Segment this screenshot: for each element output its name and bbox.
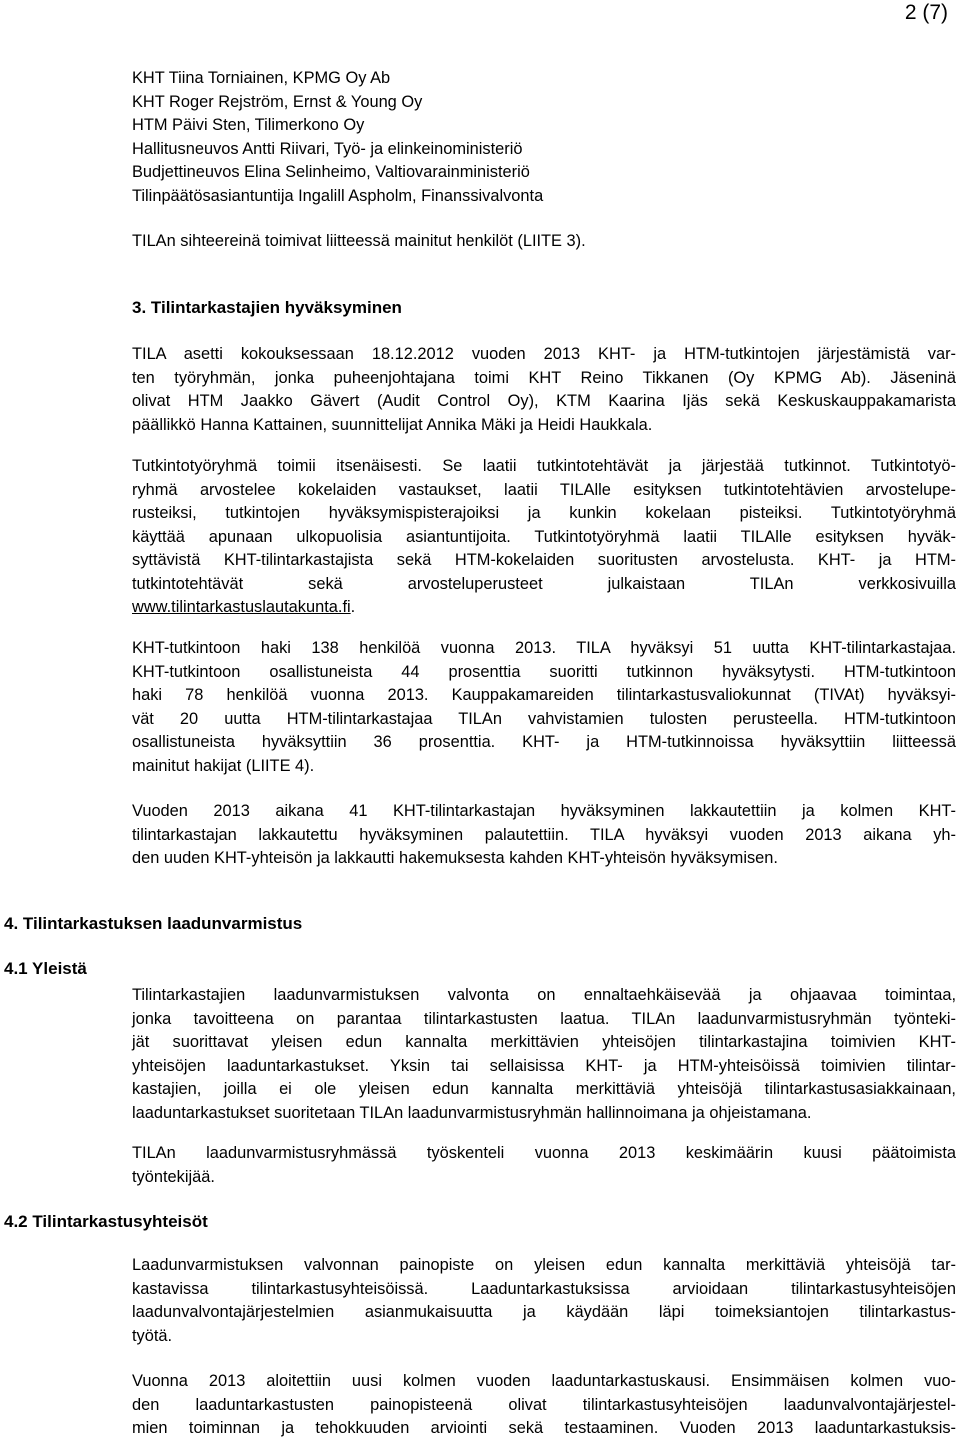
paragraph-line: TILAn laadunvarmistusryhmässä työskenteli vuonna 2013 keskimäärin kuusi päätoimista: [132, 1144, 956, 1162]
paragraph-line: jonka tavoitteena on parantaa tilintarkastusten laatua. TILAn laadunvarmistusryhmän työnteki-: [132, 1009, 956, 1028]
paragraph-line: jät suorittavat yleisen edun kannalta merkittävien yhteisöjen tilintarkastajina toimivien KHT-: [132, 1033, 956, 1051]
paragraph-line: laaduntarkastukset suoritetaan TILAn laadunvarmistusryhmän hallinnoimana ja ohjeistamana.: [132, 1103, 812, 1122]
paragraph-line: työntekijää.: [132, 1167, 215, 1186]
participant-line: HTM Päivi Sten, Tilimerkono Oy: [132, 116, 365, 134]
paragraph-line: mien toiminnan ja tehokkuuden arviointi sekä testaaminen. Vuoden 2013 laaduntarkastuksis-: [132, 1419, 956, 1437]
section-4-2-paragraph-1: [132, 1254, 956, 1348]
participant-line: Hallitusneuvos Antti Riivari, Työ- ja elinkeinoministeriö: [132, 139, 523, 158]
paragraph-line: Tilintarkastajien laadunvarmistuksen valvonta on ennaltaehkäisevää ja ohjaavaa toimintaa,: [132, 986, 956, 1004]
section-4-2-paragraph-2: [132, 1370, 956, 1441]
paragraph-line: rusteiksi, tutkintojen hyväksymispisterajoiksi ja kunkin kokelaan pisteiksi. Tutkintotyöryhmä: [132, 504, 956, 522]
paragraph-line: päällikkö Hanna Kattainen, suunnittelijat Annika Mäki ja Heidi Haukkala.: [132, 415, 653, 434]
paragraph-line: TILA asetti kokouksessaan 18.12.2012 vuoden 2013 KHT- ja HTM-tutkintojen järjestämistä var-: [132, 345, 956, 363]
section-4-1-paragraph-2: [132, 1142, 956, 1189]
paragraph-line: ryhmä arvostelee kokelaiden vastaukset, laatii TILAlle esityksen tutkintotehtävien arvostelupe-: [132, 480, 956, 499]
section-3-paragraph-1: [132, 343, 956, 437]
paragraph-line: mainitut hakijat (LIITE 4).: [132, 756, 315, 775]
paragraph-line: vät 20 uutta HTM-tilintarkastajaa TILAn vahvistamien tulosten perusteella. HTM-tutkintoon: [132, 709, 956, 728]
section-4-1-paragraph-1: [132, 984, 956, 1125]
participant-line: KHT Roger Rejström, Ernst & Young Oy: [132, 92, 423, 111]
paragraph-line: laadunvalvontajärjestelmien asianmukaisuutta ja käydään läpi toimeksiantojen tilintarkastus-: [132, 1303, 956, 1321]
page-number: 2 (7): [904, 1, 948, 24]
participant-line: Tilinpäätösasiantuntija Ingalill Aspholm, Finanssivalvonta: [132, 186, 544, 205]
section-3-heading: 3. Tilintarkastajien hyväksyminen: [132, 298, 402, 317]
paragraph-line: Vuonna 2013 aloitettiin uusi kolmen vuoden laaduntarkastuskausi. Ensimmäisen kolmen vuo-: [132, 1372, 956, 1390]
participant-line: Budjettineuvos Elina Selinheimo, Valtiovarainministeriö: [132, 163, 530, 181]
secretaries-paragraph: [132, 230, 956, 254]
paragraph-line: työtä.: [132, 1326, 173, 1345]
section-3-paragraph-3: [132, 637, 956, 778]
paragraph-line: tutkintotehtävät sekä arvosteluperusteet julkaistaan TILAn verkkosivuilla: [132, 574, 956, 593]
paragraph-line: Tutkintotyöryhmä toimii itsenäisesti. Se laatii tutkintotehtävät ja järjestää tutkinnot. Tutkintotyö-: [132, 457, 956, 475]
secretaries-line: TILAn sihteereinä toimivat liitteessä mainitut henkilöt (LIITE 3).: [132, 232, 586, 250]
section-4-2-heading: 4.2 Tilintarkastusyhteisöt: [4, 1212, 208, 1231]
section-3-paragraph-2: [132, 455, 956, 620]
paragraph-line: haki 78 henkilöä vuonna 2013. Kauppakamareiden tilintarkastusvaliokunnat (TIVAt) hyväksyi-: [132, 686, 956, 704]
paragraph-line: ten työryhmän, jonka puheenjohtajana toimi KHT Reino Tikkanen (Oy KPMG Ab). Jäseninä: [132, 368, 956, 387]
paragraph-line: käyttää apunaan ulkopuolisia asiantuntijoita. Tutkintotyöryhmä laatii TILAlle esityksen hyväk-: [132, 527, 956, 546]
paragraph-line: KHT-tutkintoon osallistuneista 44 prosenttia suoritti tutkinnon hyväksytysti. HTM-tutkintoon: [132, 662, 956, 681]
participants-list: [132, 67, 956, 208]
paragraph-line: yhteisöjen laaduntarkastukset. Yksin tai sellaisissa KHT- ja HTM-yhteisöissä toimivien tilintar-: [132, 1056, 956, 1075]
section-4-heading: 4. Tilintarkastuksen laadunvarmistus: [4, 914, 303, 933]
paragraph-line: Laadunvarmistuksen valvonnan painopiste on yleisen edun kannalta merkittäviä yhteisöjä tar-: [132, 1256, 956, 1274]
paragraph-line: den uuden KHT-yhteisön ja lakkautti hakemuksesta kahden KHT-yhteisön hyväksymisen.: [132, 849, 778, 867]
paragraph-line: [132, 596, 956, 620]
paragraph-line: kastavissa tilintarkastusyhteisöissä. Laaduntarkastuksissa arvioidaan tilintarkastusyhteisöjen: [132, 1279, 956, 1298]
paragraph-line: kastajien, joilla ei ole yleisen edun kannalta merkittäviä yhteisöjä tilintarkastusasiakkainaan,: [132, 1080, 956, 1098]
paragraph-line: KHT-tutkintoon haki 138 henkilöä vuonna 2013. TILA hyväksyi 51 uutta KHT-tilintarkastajaa.: [132, 639, 956, 657]
paragraph-line: olivat HTM Jaakko Gävert (Audit Control Oy), KTM Kaarina Ijäs sekä Keskuskauppakamarista: [132, 392, 956, 410]
section-4-1-heading: 4.1 Yleistä: [4, 959, 87, 978]
participant-line: KHT Tiina Torniainen, KPMG Oy Ab: [132, 69, 391, 87]
paragraph-line: osallistuneista hyväksyttiin 36 prosenttia. KHT- ja HTM-tutkinnoissa hyväksyttiin liitteessä: [132, 733, 956, 751]
section-3-paragraph-4: [132, 800, 956, 871]
paragraph-line: tilintarkastajan lakkautettu hyväksyminen palautettiin. TILA hyväksyi vuoden 2013 aikana yh-: [132, 825, 956, 844]
paragraph-line: Vuoden 2013 aikana 41 KHT-tilintarkastajan hyväksyminen lakkautettiin ja kolmen KHT-: [132, 802, 956, 820]
paragraph-line: den laaduntarkastusten painopisteenä olivat tilintarkastusyhteisöjen laadunvalvontajärjestel-: [132, 1395, 956, 1414]
paragraph-line: syttävistä KHT-tilintarkastajista sekä HTM-kokelaiden suoritusten arvostelusta. KHT- ja HTM-: [132, 551, 956, 569]
tila-website-link[interactable]: www.tilintarkastuslautakunta.fi: [132, 598, 351, 616]
link-suffix: .: [350, 598, 356, 616]
